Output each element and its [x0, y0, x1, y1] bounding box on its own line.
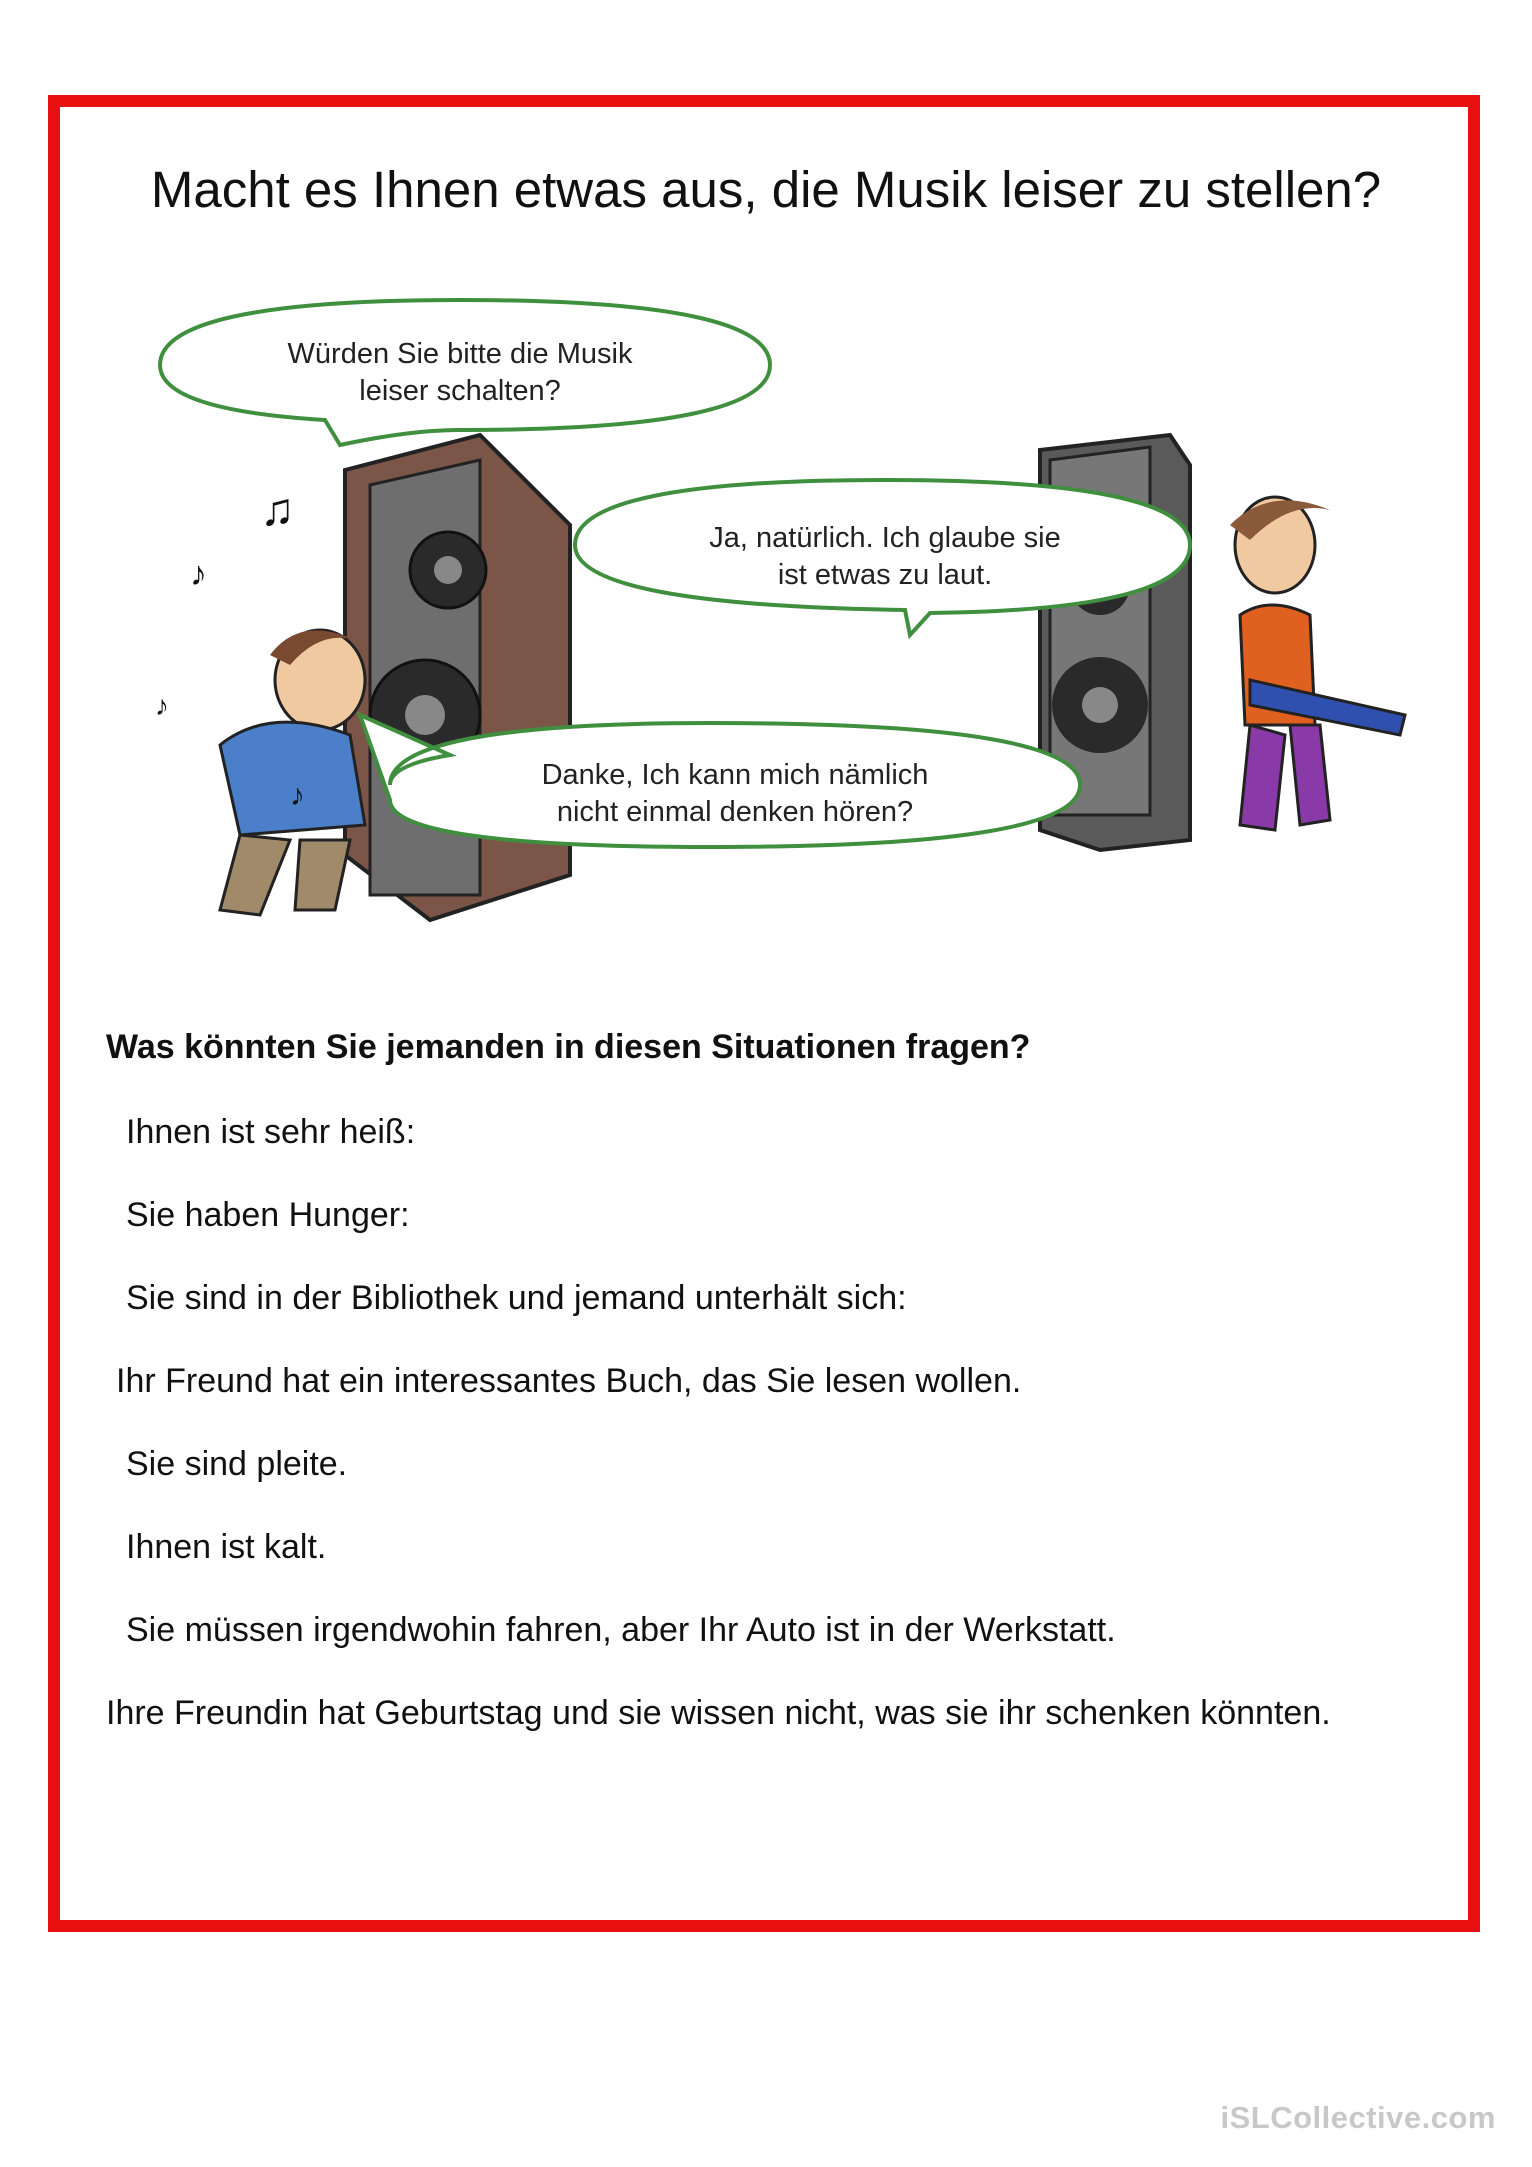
svg-text:♪: ♪ — [190, 555, 207, 593]
bubble-3-line-2: nicht einmal denken hören? — [556, 796, 914, 828]
left-man-image — [220, 630, 365, 915]
bubble-2-line-2: ist etwas zu laut. — [777, 559, 993, 591]
situation-item-4: Ihr Freund hat ein interessantes Buch, das Sie lesen wollen. — [116, 1362, 1022, 1400]
footer-watermark: iSLCollective.com — [1220, 2100, 1496, 2135]
speech-bubble-1-text — [220, 336, 700, 410]
situation-item-7: Sie müssen irgendwohin fahren, aber Ihr Auto ist in der Werkstatt. — [126, 1611, 1116, 1649]
situation-item-5: Sie sind pleite. — [126, 1445, 348, 1483]
exercise-question: Was könnten Sie jemanden in diesen Situationen fragen? — [106, 1028, 1031, 1066]
speech-bubble-3-text — [480, 757, 990, 831]
situation-item-8: Ihre Freundin hat Geburtstag und sie wissen nicht, was sie ihr schenken könnten. — [106, 1694, 1331, 1732]
left-speaker-image — [345, 435, 570, 920]
right-guitarist-image — [1230, 497, 1405, 830]
svg-text:♪: ♪ — [290, 779, 305, 812]
situation-item-3: Sie sind in der Bibliothek und jemand unterhält sich: — [126, 1279, 907, 1317]
bubble-2-line-1: Ja, natürlich. Ich glaube sie — [709, 522, 1061, 554]
situation-item-6: Ihnen ist kalt. — [126, 1528, 327, 1566]
situation-item-1: Ihnen ist sehr heiß: — [126, 1113, 416, 1151]
bubble-1-line-1: Würden Sie bitte die Musik — [287, 338, 633, 370]
bubble-3-line-1: Danke, Ich kann mich nämlich — [541, 759, 929, 791]
page-title: Macht es Ihnen etwas aus, die Musik leiser zu stellen? — [150, 161, 1382, 218]
svg-text:♫: ♫ — [260, 483, 295, 535]
bubble-1-line-2: leiser schalten? — [359, 375, 561, 407]
speech-bubble-2-text — [650, 520, 1120, 594]
situation-item-2: Sie haben Hunger: — [126, 1196, 410, 1234]
svg-text:♪: ♪ — [155, 690, 169, 721]
